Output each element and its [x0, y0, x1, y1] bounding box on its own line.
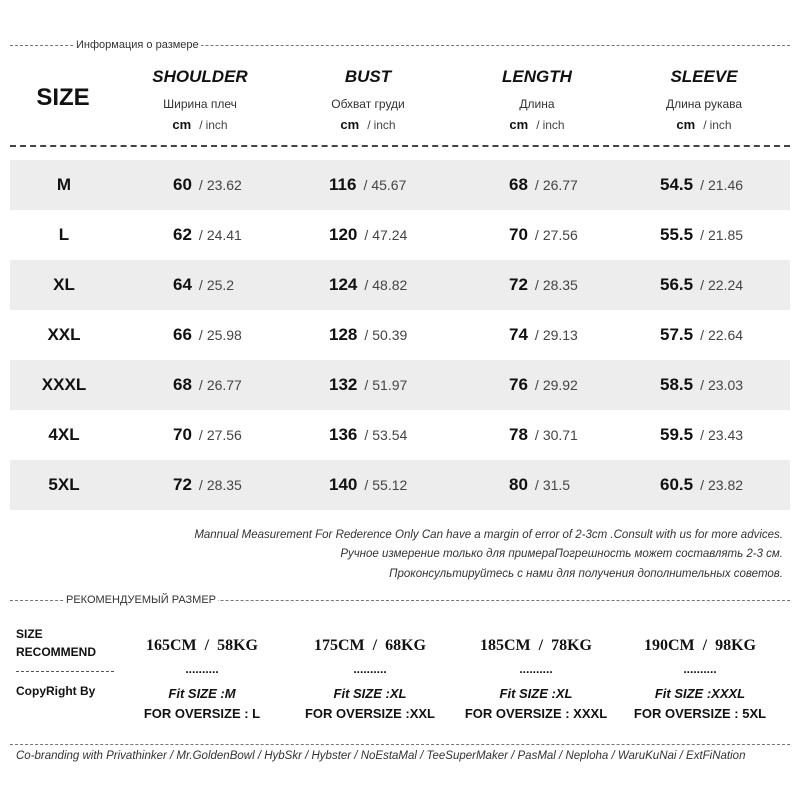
column-header-bust	[293, 66, 443, 132]
unit-separator: /	[700, 427, 704, 443]
unit-separator: /	[534, 477, 539, 493]
measurement-cell	[509, 310, 578, 360]
measurement-cell	[509, 160, 578, 210]
cm-value: 72	[173, 475, 192, 494]
height-weight	[290, 637, 450, 655]
height-weight-separator: /	[702, 637, 708, 654]
header-separator	[10, 145, 790, 147]
weight-value: 78KG	[551, 637, 592, 654]
size-column-title: SIZE	[36, 84, 90, 111]
column-header-unit	[462, 118, 612, 132]
measurement-cell	[509, 210, 578, 260]
measurement-cell	[660, 310, 743, 360]
column-header-en: SHOULDER	[152, 67, 248, 86]
table-row	[10, 160, 790, 210]
inch-value: 48.82	[372, 277, 408, 293]
size-recommend-label-2: RECOMMEND	[16, 645, 96, 659]
size-label: L	[58, 225, 70, 244]
measurement-cell	[329, 260, 407, 310]
cm-value: 70	[173, 425, 192, 444]
cm-value: 64	[173, 275, 192, 294]
height-weight-separator: /	[372, 637, 378, 654]
unit-separator: /	[534, 377, 539, 393]
height-weight-separator: /	[538, 637, 544, 654]
cm-value: 60.5	[660, 475, 694, 494]
weight-value: 58KG	[217, 637, 258, 654]
column-header-length	[462, 66, 612, 132]
table-row	[10, 260, 790, 310]
unit-separator: /	[198, 377, 203, 393]
cm-value: 59.5	[660, 425, 694, 444]
height-value: 185CM	[480, 637, 531, 654]
column-header-unit	[629, 118, 779, 132]
unit-separator: /	[363, 177, 368, 193]
oversize-size: FOR OVERSIZE : XXXL	[464, 706, 608, 721]
unit-separator: /	[534, 177, 539, 193]
height-value: 165CM	[146, 637, 197, 654]
unit-cm: cm	[172, 117, 192, 132]
size-label: XXL	[47, 325, 81, 344]
column-header-unit	[293, 118, 443, 132]
section-divider-recommend	[10, 594, 790, 606]
unit-separator: /	[364, 377, 369, 393]
cm-value: 58.5	[660, 375, 694, 394]
cm-value: 57.5	[660, 325, 694, 344]
cm-value: 78	[509, 425, 528, 444]
measurement-cell	[329, 360, 407, 410]
height-weight-separator: /	[204, 637, 210, 654]
copyright-label: CopyRight By	[16, 684, 96, 698]
inch-value: 45.67	[371, 177, 407, 193]
height-value: 190CM	[644, 637, 695, 654]
inch-value: 26.77	[206, 377, 242, 393]
column-header-sleeve	[629, 66, 779, 132]
cm-value: 76	[509, 375, 528, 394]
measurement-cell	[329, 410, 407, 460]
cm-value: 62	[173, 225, 192, 244]
bottom-divider	[10, 744, 790, 745]
measurement-cell	[660, 410, 743, 460]
unit-separator: /	[700, 227, 704, 243]
inch-value: 22.24	[707, 277, 744, 293]
measurement-cell	[173, 410, 242, 460]
measurement-cell	[660, 460, 743, 510]
cm-value: 54.5	[660, 175, 694, 194]
unit-separator: /	[364, 477, 369, 493]
column-header-ru: Длина	[519, 97, 555, 111]
height-weight	[122, 637, 282, 655]
unit-separator: /	[198, 177, 203, 193]
unit-separator: /	[198, 227, 203, 243]
column-header-en: LENGTH	[502, 67, 572, 86]
cm-value: 56.5	[660, 275, 694, 294]
cobranding-text: Co-branding with Privathinker / Mr.GoldenBowl / HybSkr / Hybster / NoEstaMal / TeeSuperMaker / PasMal / Neploha / WaruKuNai / ExtFiNation	[16, 750, 746, 762]
inch-value: 29.13	[542, 327, 578, 343]
cm-value: 136	[329, 425, 358, 444]
inch-value: 23.82	[707, 477, 744, 493]
measurement-cell	[329, 210, 407, 260]
unit-separator: /	[534, 277, 539, 293]
inch-value: 50.39	[372, 327, 408, 343]
measurement-cell	[660, 360, 743, 410]
unit-separator: /	[198, 277, 203, 293]
table-row	[10, 360, 790, 410]
note-russian-2: Проконсультируйтесь с нами для получения дополнительных советов.	[389, 568, 783, 580]
inch-value: 21.46	[707, 177, 744, 193]
size-label: XL	[53, 275, 75, 294]
cm-value: 60	[173, 175, 192, 194]
weight-value: 98KG	[715, 637, 756, 654]
unit-separator: /	[367, 118, 371, 132]
weight-value: 68KG	[385, 637, 426, 654]
unit-separator: /	[700, 277, 704, 293]
cm-value: 124	[329, 275, 358, 294]
cm-value: 70	[509, 225, 528, 244]
inch-value: 29.92	[542, 377, 578, 393]
cm-value: 68	[509, 175, 528, 194]
inch-value: 23.03	[707, 377, 744, 393]
unit-separator: /	[700, 477, 704, 493]
measurement-cell	[329, 160, 406, 210]
oversize-size: FOR OVERSIZE :XXL	[304, 706, 435, 721]
cm-value: 66	[173, 325, 192, 344]
unit-inch: inch	[542, 118, 565, 132]
fit-size: Fit SIZE :XXXL	[654, 686, 746, 701]
note-russian-1: Ручное измерение только для примераПогрешность может составлять 2-3 см.	[340, 548, 783, 560]
inch-value: 47.24	[372, 227, 408, 243]
height-value: 175CM	[314, 637, 365, 654]
measurement-cell	[329, 310, 407, 360]
unit-separator: /	[534, 327, 539, 343]
inch-value: 25.2	[206, 277, 235, 293]
section-label-size-info: Информация о размере	[76, 39, 199, 51]
fit-size: Fit SIZE :XL	[499, 686, 573, 701]
inch-value: 27.56	[542, 227, 578, 243]
measurement-cell	[509, 410, 578, 460]
section-label-recommend: РЕКОМЕНДУЕМЫЙ РАЗМЕР	[66, 594, 217, 606]
section-divider-size-info	[10, 39, 790, 51]
unit-separator: /	[364, 427, 369, 443]
fit-size: Fit SIZE :XL	[333, 686, 407, 701]
cm-value: 140	[329, 475, 358, 494]
unit-separator: /	[700, 177, 704, 193]
measurement-cell	[660, 210, 743, 260]
column-header-ru: Обхват груди	[331, 97, 405, 111]
measurement-cell	[173, 260, 234, 310]
unit-separator: /	[198, 427, 203, 443]
size-label: M	[56, 175, 72, 194]
oversize-size: FOR OVERSIZE : 5XL	[633, 706, 767, 721]
table-row	[10, 460, 790, 510]
unit-separator: /	[198, 477, 203, 493]
column-header-shoulder	[125, 66, 275, 132]
unit-separator: /	[534, 227, 539, 243]
inch-value: 28.35	[542, 277, 578, 293]
cm-value: 80	[509, 475, 528, 494]
unit-inch: inch	[373, 118, 396, 132]
measurement-cell	[509, 460, 570, 510]
unit-separator: /	[199, 118, 203, 132]
inch-value: 25.98	[206, 327, 242, 343]
height-weight	[456, 637, 616, 655]
note-english: Mannual Measurement For Rederence Only Can have a margin of error of 2-3cm .Consult with us for more advices.	[194, 529, 783, 541]
measurement-cell	[509, 260, 578, 310]
measurement-cell	[173, 360, 242, 410]
inch-value: 53.54	[372, 427, 408, 443]
column-header-en: SLEEVE	[670, 67, 738, 86]
measurement-cell	[173, 210, 242, 260]
inch-value: 26.77	[542, 177, 578, 193]
column-header-ru: Длина рукава	[665, 97, 743, 111]
unit-inch: inch	[709, 118, 732, 132]
size-label: 5XL	[48, 475, 80, 494]
table-row	[10, 210, 790, 260]
inch-value: 28.35	[206, 477, 242, 493]
cm-value: 132	[329, 375, 358, 394]
dots-separator: ..........	[185, 662, 219, 676]
unit-separator: /	[364, 277, 369, 293]
size-recommend-label-1: SIZE	[16, 627, 43, 641]
cm-value: 120	[329, 225, 358, 244]
unit-separator: /	[534, 427, 539, 443]
inch-value: 22.64	[707, 327, 744, 343]
column-header-unit	[125, 118, 275, 132]
recommend-separator	[16, 671, 114, 672]
inch-value: 55.12	[372, 477, 408, 493]
unit-cm: cm	[509, 117, 529, 132]
inch-value: 21.85	[707, 227, 744, 243]
cm-value: 55.5	[660, 225, 694, 244]
inch-value: 23.62	[206, 177, 242, 193]
inch-value: 30.71	[542, 427, 578, 443]
inch-value: 23.43	[707, 427, 744, 443]
unit-separator: /	[703, 118, 707, 132]
height-weight	[620, 637, 780, 655]
table-row	[10, 310, 790, 360]
inch-value: 24.41	[206, 227, 242, 243]
unit-separator: /	[198, 327, 203, 343]
size-label: XXXL	[41, 375, 87, 394]
size-label: 4XL	[48, 425, 80, 444]
measurement-cell	[660, 260, 743, 310]
unit-cm: cm	[340, 117, 360, 132]
cm-value: 116	[329, 175, 357, 194]
measurement-cell	[329, 460, 407, 510]
cm-value: 68	[173, 375, 192, 394]
measurement-cell	[173, 310, 242, 360]
measurement-cell	[173, 160, 242, 210]
column-header-en: BUST	[344, 67, 392, 86]
unit-cm: cm	[676, 117, 696, 132]
oversize-size: FOR OVERSIZE : L	[143, 706, 261, 721]
inch-value: 31.5	[542, 477, 571, 493]
cm-value: 72	[509, 275, 528, 294]
measurement-cell	[509, 360, 578, 410]
cm-value: 128	[329, 325, 358, 344]
unit-separator: /	[700, 377, 704, 393]
measurement-cell	[173, 460, 242, 510]
table-row	[10, 410, 790, 460]
column-header-ru: Ширина плеч	[163, 97, 237, 111]
inch-value: 27.56	[206, 427, 242, 443]
unit-separator: /	[700, 327, 704, 343]
unit-separator: /	[364, 327, 369, 343]
inch-value: 51.97	[372, 377, 408, 393]
unit-separator: /	[536, 118, 540, 132]
unit-separator: /	[364, 227, 369, 243]
unit-inch: inch	[205, 118, 228, 132]
dots-separator: ..........	[353, 662, 387, 676]
dots-separator: ..........	[519, 662, 553, 676]
measurement-cell	[660, 160, 743, 210]
dots-separator: ..........	[683, 662, 717, 676]
fit-size: Fit SIZE :M	[168, 686, 236, 701]
cm-value: 74	[509, 325, 528, 344]
